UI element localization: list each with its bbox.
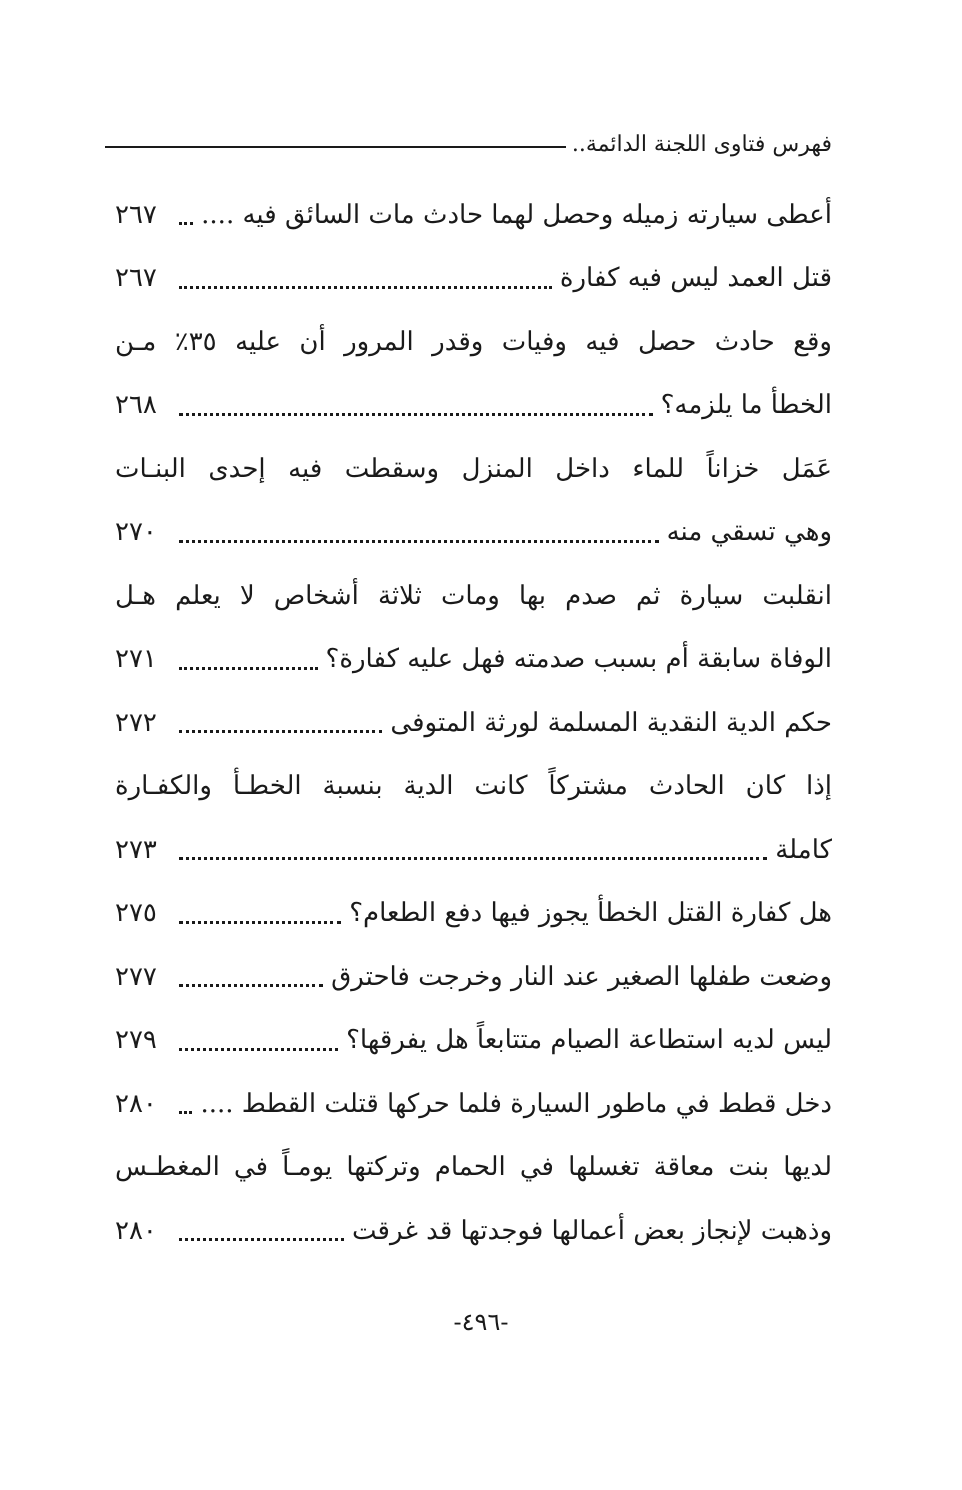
dot-leader <box>179 1216 344 1241</box>
entry-page-number: ٢٧٧ <box>115 961 157 992</box>
entry-text: وقع حادث حصل فيه وفيات وقدر المرور أن عليه ٣٥٪ مـن <box>115 326 832 357</box>
dot-leader <box>179 200 193 225</box>
entry-text: الخطأ ما يلزمه؟ <box>660 390 832 421</box>
dot-leader <box>179 1089 192 1114</box>
index-entry <box>115 1009 832 1073</box>
dot-leader <box>179 264 552 289</box>
entry-text: قتل العمد ليس فيه كفارة <box>559 263 832 294</box>
entry-text: الوفاة سابقة أم بسبب صدمته فهل عليه كفارة؟ <box>325 644 832 675</box>
index-entry <box>115 882 832 946</box>
entry-page-number: ٢٧٥ <box>115 898 157 929</box>
entry-text: وهي تسقي منه <box>666 517 832 548</box>
index-entry <box>115 755 832 819</box>
entry-text: وضعت طفلها الصغير عند النار وخرجت فاحترق <box>331 961 832 992</box>
index-entry <box>115 691 832 755</box>
index-entry <box>115 501 832 565</box>
dot-leader <box>179 962 323 987</box>
index-entry <box>115 437 832 501</box>
index-entry <box>115 310 832 374</box>
dot-leader <box>179 391 653 416</box>
entry-text: عَمَل خزاناً للماء داخل المنزل وسقطت فيه إحدى البنـات <box>115 453 832 484</box>
dot-leader <box>179 645 318 670</box>
entry-page-number: ٢٧٣ <box>115 834 157 865</box>
header-title: فهرس فتاوى اللجنة الدائمة.. <box>571 132 832 157</box>
dot-leader <box>179 835 767 860</box>
dot-leader <box>179 899 341 924</box>
entry-page-number: ٢٦٧ <box>115 263 157 294</box>
entry-text: انقلبت سيارة ثم صدم بها ومات ثلاثة أشخاص لا يعلم هـل <box>115 580 832 611</box>
entry-text: دخل قطط في ماطور السيارة فلما حركها قتلت القطط .... <box>200 1088 832 1119</box>
index-list <box>115 183 832 1263</box>
index-entry <box>115 564 832 628</box>
entry-text: كاملة <box>775 834 832 865</box>
index-entry <box>115 1199 832 1263</box>
entry-page-number: ٢٧٠ <box>115 517 157 548</box>
index-entry <box>115 1072 832 1136</box>
entry-text: أعطى سيارته زميله وحصل لهما حادث مات السائق فيه .... <box>201 199 832 230</box>
entry-text: حكم الدية النقدية المسلمة لورثة المتوفى <box>390 707 832 738</box>
entry-page-number: ٢٧٢ <box>115 707 157 738</box>
dot-leader <box>179 518 659 543</box>
dot-leader <box>179 708 382 733</box>
index-entry <box>115 945 832 1009</box>
index-entry <box>115 628 832 692</box>
entry-page-number: ٢٧٩ <box>115 1025 157 1056</box>
entry-text: هل كفارة القتل الخطأ يجوز فيها دفع الطعام؟ <box>349 898 832 929</box>
index-entry <box>115 183 832 247</box>
entry-text: وذهبت لإنجاز بعض أعمالها فوجدتها قد غرقت <box>352 1215 832 1246</box>
entry-text: لديها بنت معاقة تغسلها في الحمام وتركتها يومـاً في المغطـس <box>115 1152 832 1183</box>
index-entry <box>115 1136 832 1200</box>
running-header <box>105 118 832 158</box>
index-entry <box>115 374 832 438</box>
index-entry <box>115 247 832 311</box>
page-number: -٤٩٦- <box>453 1308 509 1336</box>
dot-leader <box>179 1026 338 1051</box>
entry-page-number: ٢٦٨ <box>115 390 157 421</box>
header-rule <box>105 146 566 148</box>
entry-page-number: ٢٧١ <box>115 644 157 675</box>
index-entry <box>115 818 832 882</box>
entry-page-number: ٢٨٠ <box>115 1215 157 1246</box>
entry-text: ليس لديه استطاعة الصيام متتابعاً هل يفرقها؟ <box>346 1025 832 1056</box>
entry-page-number: ٢٨٠ <box>115 1088 157 1119</box>
entry-page-number: ٢٦٧ <box>115 199 157 230</box>
entry-text: إذا كان الحادث مشتركاً كانت الدية بنسبة الخطـأ والكفـارة <box>115 771 832 802</box>
